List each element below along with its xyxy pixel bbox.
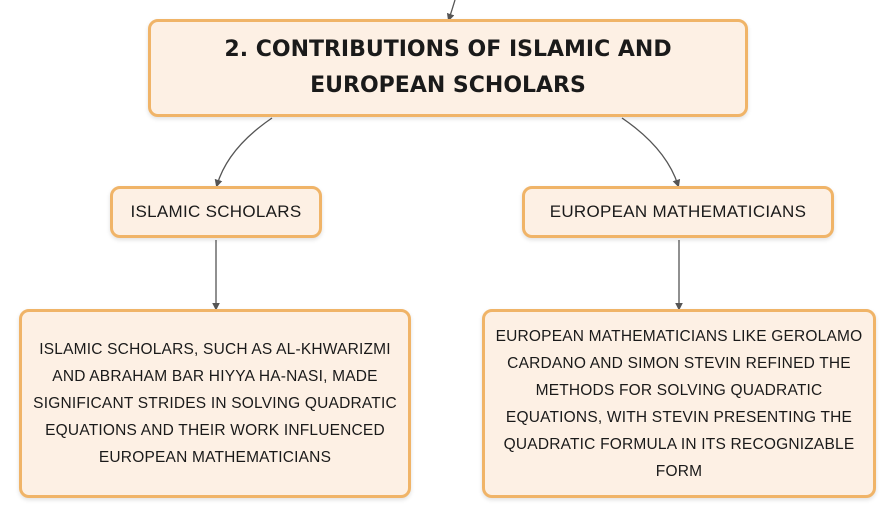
branch-node-label: EUROPEAN MATHEMATICIANS: [549, 202, 807, 221]
edge-root-to-european-mathematicians: [622, 118, 678, 185]
detail-node-islamic-scholars[interactable]: [19, 309, 411, 498]
detail-node-text: ISLAMIC SCHOLARS, SUCH AS AL-KHWARIZMI AND ABRAHAM BAR HIYYA HA-NASI, MADE SIGNIFICANT STRIDES IN SOLVING QUADRATIC EQUATIONS AND THEIR WORK INFLUENCED EUROPEAN MATHEMATICIANS: [33, 341, 397, 466]
detail-node-european-mathematicians[interactable]: [482, 309, 876, 498]
branch-node-label: ISLAMIC SCHOLARS: [130, 202, 302, 221]
branch-node-islamic-scholars[interactable]: [110, 186, 322, 238]
root-node-title: 2. CONTRIBUTIONS OF ISLAMIC AND EUROPEAN SCHOLARS: [224, 37, 672, 98]
detail-node-text: EUROPEAN MATHEMATICIANS LIKE GEROLAMO CARDANO AND SIMON STEVIN REFINED THE METHODS FOR SOLVING QUADRATIC EQUATIONS, WITH STEVIN PRESENTING THE QUADRATIC FORMULA IN ITS RECOGNIZABLE FORM: [495, 327, 863, 480]
branch-node-european-mathematicians[interactable]: [522, 186, 834, 238]
root-node[interactable]: [148, 19, 748, 117]
edge-root-to-islamic-scholars: [217, 118, 272, 185]
edge-incoming-to-root: [449, 0, 455, 19]
